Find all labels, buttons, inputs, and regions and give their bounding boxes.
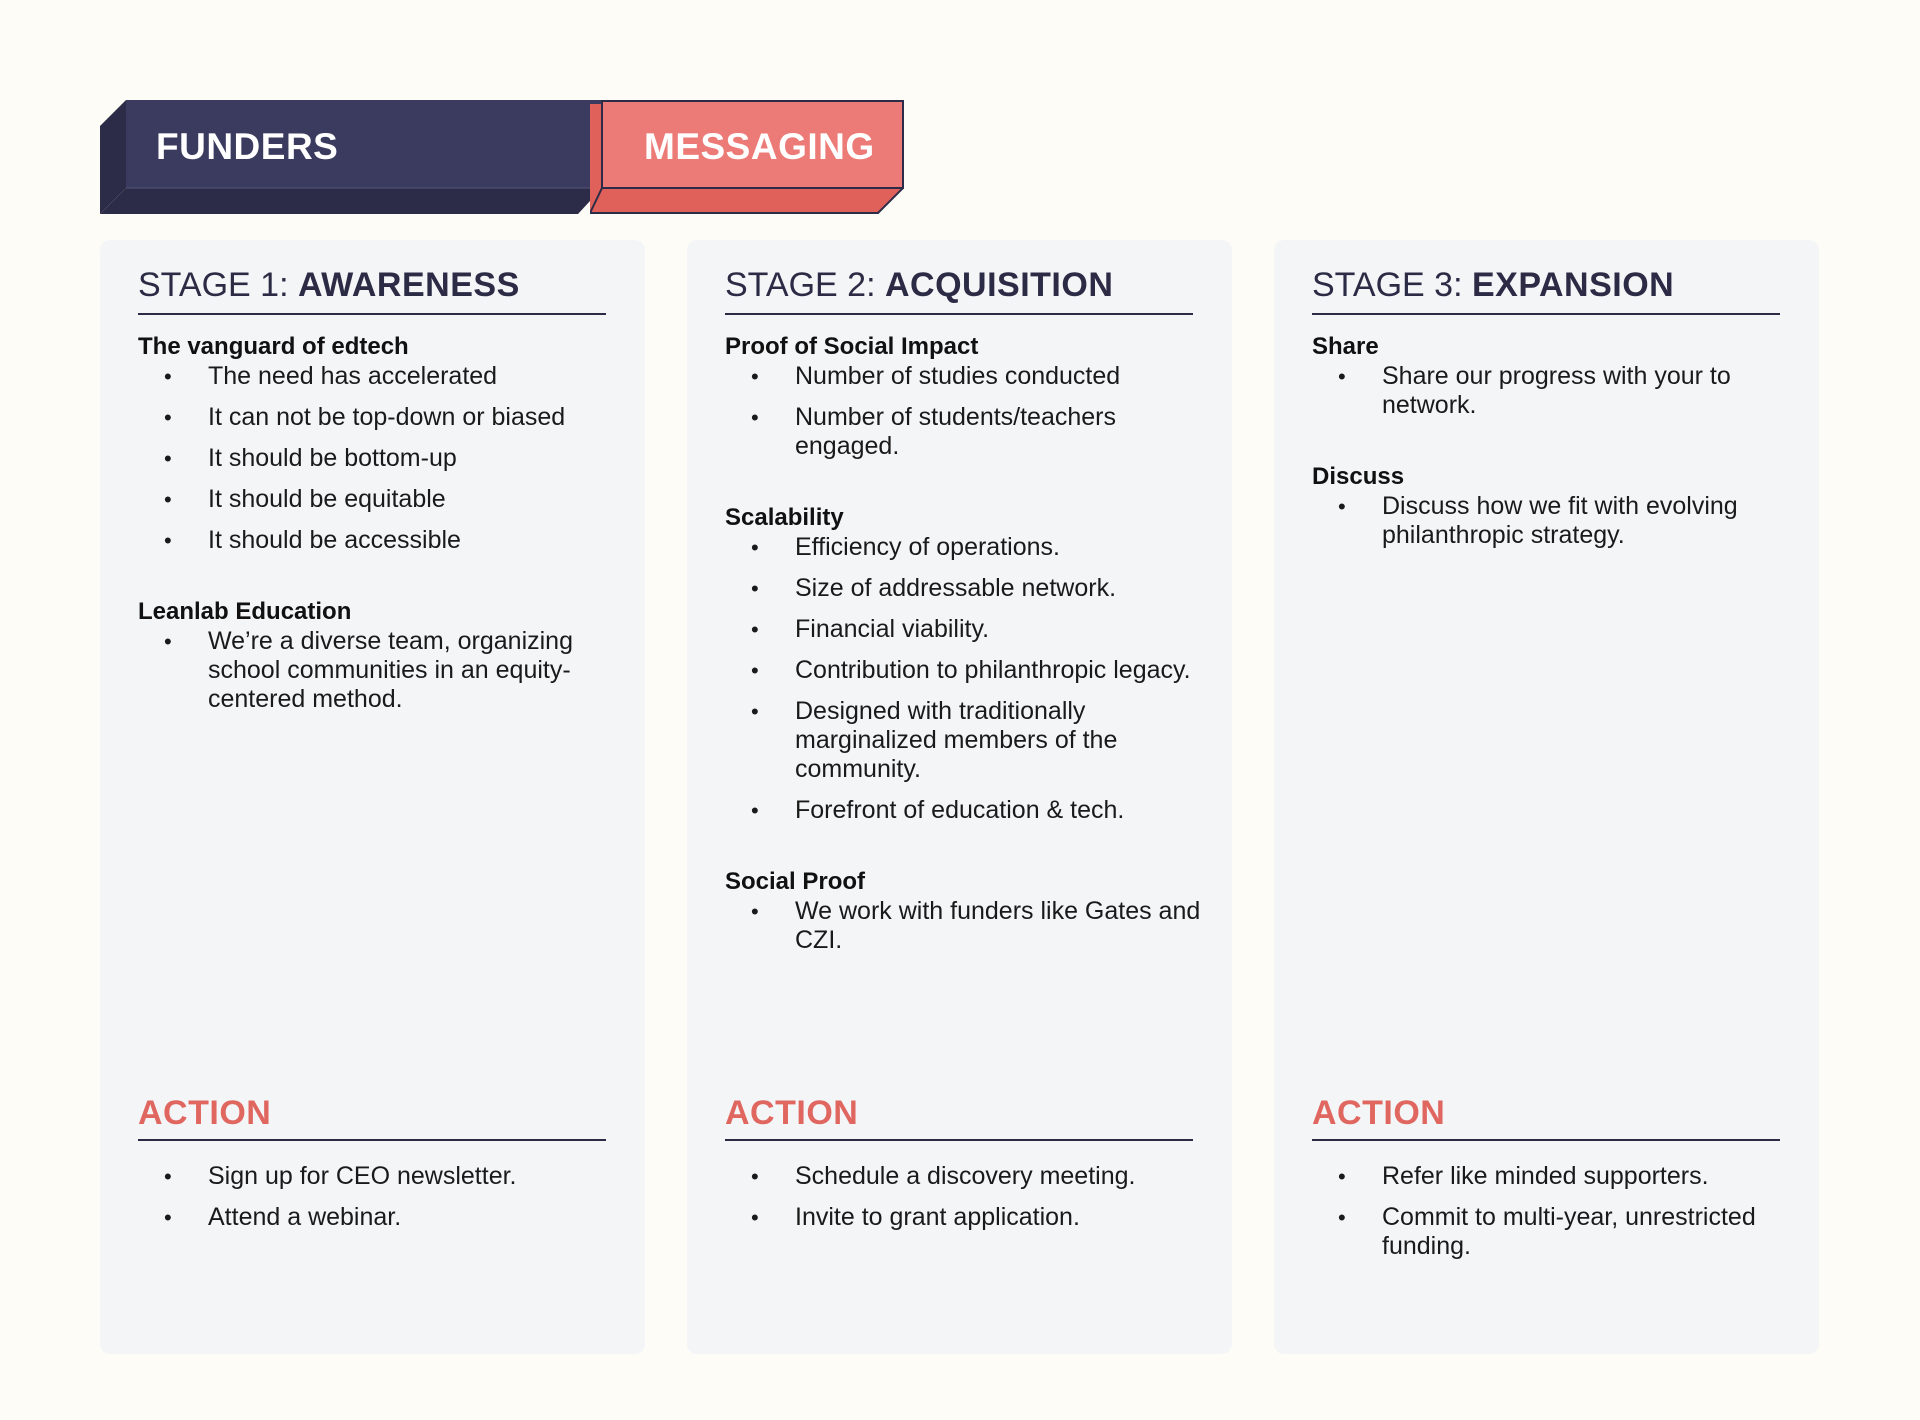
bullet-icon: • [751,617,759,642]
bullet-text: It can not be top-down or biased [208,403,566,431]
action-list [725,1162,1205,1232]
section-title: The vanguard of edtech [138,333,409,360]
section-share [1312,332,1792,420]
section-discuss [1312,462,1792,550]
section-social-impact [725,332,1205,461]
action-item [138,1203,618,1232]
bullet-item [725,656,1205,685]
bullet-item [725,533,1205,562]
bullet-icon: • [164,405,172,430]
bullet-icon: • [164,1164,172,1189]
bullet-text: Contribution to philanthropic legacy. [795,656,1191,684]
section-title: Scalability [725,504,844,531]
bullet-item [138,485,618,514]
bullet-list [1312,492,1792,550]
bullet-icon: • [1338,494,1346,519]
bullet-icon: • [1338,1205,1346,1230]
action-text: Sign up for CEO newsletter. [208,1162,517,1190]
bullet-icon: • [751,658,759,683]
stage-content [138,332,618,756]
stage-prefix: STAGE 2: [725,266,876,304]
section-title: Proof of Social Impact [725,333,979,360]
bullet-item [138,526,618,555]
action-item [1312,1162,1792,1191]
bullet-item [725,574,1205,603]
bullet-item [138,627,618,714]
section-title: Social Proof [725,868,866,895]
stage-content [725,332,1205,997]
bullet-text: Designed with traditionally marginalized members of the community. [795,697,1118,783]
bullet-text: Forefront of education & tech. [795,796,1125,824]
bullet-icon: • [164,629,172,654]
bullet-text: Efficiency of operations. [795,533,1060,561]
bullet-text: It should be bottom-up [208,444,457,472]
action-heading: ACTION [725,1094,1193,1141]
bullet-icon: • [164,1205,172,1230]
action-item [725,1203,1205,1232]
action-content [725,1162,1205,1244]
action-item [1312,1203,1792,1261]
section-title: Discuss [1312,463,1405,490]
bullet-item [725,796,1205,825]
funders-banner [100,100,602,214]
bullet-text: Number of studies conducted [795,362,1121,390]
bullet-list [725,362,1205,461]
stage-content [1312,332,1792,592]
messaging-label: MESSAGING [644,126,875,167]
bullet-list [1312,362,1792,420]
section-social-proof [725,867,1205,955]
action-text: Attend a webinar. [208,1203,402,1231]
bullet-icon: • [164,528,172,553]
bullet-item [1312,492,1792,550]
action-item [138,1162,618,1191]
stage-heading [725,266,1193,315]
section-leanlab [138,597,618,714]
bullet-text: It should be equitable [208,485,446,513]
bullet-icon: • [751,405,759,430]
bullet-icon: • [751,1164,759,1189]
bullet-icon: • [751,535,759,560]
bullet-list [138,627,618,714]
action-text: Invite to grant application. [795,1203,1080,1231]
action-item [725,1162,1205,1191]
stage-prefix: STAGE 1: [138,266,289,304]
bullet-text: Size of addressable network. [795,574,1117,602]
bullet-text: Share our progress with your to network. [1382,362,1731,419]
bullet-icon: • [751,699,759,724]
action-content [1312,1162,1792,1273]
action-heading: ACTION [1312,1094,1780,1141]
bullet-text: We work with funders like Gates and CZI. [795,897,1201,954]
stage-heading [1312,266,1780,315]
bullet-icon: • [751,576,759,601]
bullet-item [138,403,618,432]
action-text: Schedule a discovery meeting. [795,1162,1136,1190]
bullet-icon: • [164,364,172,389]
action-heading: ACTION [138,1094,606,1141]
bullet-text: Discuss how we fit with evolving philanthropic strategy. [1382,492,1738,549]
stage-prefix: STAGE 3: [1312,266,1463,304]
section-vanguard [138,332,618,555]
stage-card-acquisition [687,240,1232,1354]
messaging-banner [590,100,904,214]
section-title: Leanlab Education [138,598,352,625]
bullet-text: Financial viability. [795,615,990,643]
stage-name: ACQUISITION [884,266,1114,304]
section-title: Share [1312,333,1379,360]
action-list [1312,1162,1792,1261]
bullet-icon: • [751,364,759,389]
bullet-item [725,362,1205,391]
stage-card-awareness [100,240,645,1354]
action-content [138,1162,618,1244]
funders-label: FUNDERS [156,126,339,167]
bullet-text: Number of students/teachers engaged. [795,403,1116,460]
action-list [138,1162,618,1232]
stage-heading [138,266,606,315]
bullet-text: It should be accessible [208,526,461,554]
stage-name: AWARENESS [297,266,520,304]
bullet-icon: • [164,487,172,512]
bullet-text: The need has accelerated [208,362,498,390]
section-scalability [725,503,1205,825]
stage-card-expansion [1274,240,1819,1354]
bullet-item [725,697,1205,784]
bullet-icon: • [751,899,759,924]
bullet-item [725,615,1205,644]
action-text: Refer like minded supporters. [1382,1162,1709,1190]
bullet-icon: • [751,1205,759,1230]
bullet-item [138,444,618,473]
bullet-text: We’re a diverse team, organizing school communities in an equity-centered method. [208,627,573,713]
bullet-item [725,897,1205,955]
bullet-icon: • [1338,1164,1346,1189]
bullet-icon: • [164,446,172,471]
stage-name: EXPANSION [1471,266,1675,304]
bullet-list [725,533,1205,825]
bullet-icon: • [751,798,759,823]
action-text: Commit to multi-year, unrestricted funding. [1382,1203,1756,1260]
bullet-item [138,362,618,391]
bullet-list [725,897,1205,955]
bullet-icon: • [1338,364,1346,389]
bullet-item [1312,362,1792,420]
bullet-item [725,403,1205,461]
bullet-list [138,362,618,555]
